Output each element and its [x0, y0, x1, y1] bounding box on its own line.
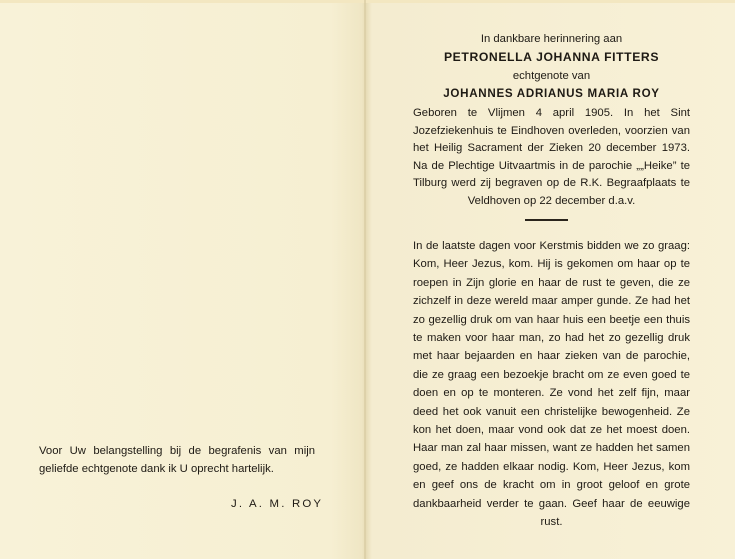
spouse-name: JOHANNES ADRIANUS MARIA ROY — [443, 87, 660, 100]
card-top-edge — [0, 0, 735, 3]
deceased-name: PETRONELLA JOHANNA FITTERS — [443, 50, 660, 64]
relation-line: echtgenote van — [512, 70, 591, 82]
thanks-message-block — [39, 442, 315, 478]
section-divider — [525, 219, 568, 221]
meditation-paragraph: In de laatste dagen voor Kerstmis bidden we zo graag: Kom, Heer Jezus, kom. Hij is gekomen om haar op te roepen in Zijn glorie en haar de rust te geven, die ze zichzelf in deze wereld maar amper gunde. Ze had het zo gezellig druk om van haar huis een beetje een thuis te maken voor haar man, zo had het zo gezellig druk met haar bejaarden en haar zieken van de parochie, die ze graag een bezoekje bracht om ze even goed te doen en op te monteren. Ze vond het zelf fijn, maar deed het ook vanuit een christelijke bewogenheid. Ze kon het doen, maar vond ook dat ze het moest doen. Haar man zal haar missen, want ze hadden het samen goed, ze hadden elkaar nodig. Kom, Heer Jezus, kom en geef ons de kracht om in groot geloof en grote dankbaarheid verder te gaan. Geef haar de eeuwige rust. — [413, 240, 690, 529]
card-fold-line — [364, 0, 366, 559]
intro-line: In dankbare herinnering aan — [480, 33, 623, 45]
signature: J. A. M. ROY — [231, 498, 324, 510]
biography-paragraph: Geboren te Vlijmen 4 april 1905. In het Sint Jozefziekenhuis te Eindhoven overleden, voorzien van het Heilig Sacrament der Zieken 20 december 1973. Na de Plechtige Uitvaartmis in de parochie „„Heike” te Tilburg werd zij begraven op de R.K. Begraafplaats te Veldhoven op 22 december d.a.v. — [413, 107, 690, 207]
thanks-message: Voor Uw belangstelling bij de begrafenis van mijn geliefde echtgenote dank ik U oprecht hartelijk. — [39, 445, 315, 475]
